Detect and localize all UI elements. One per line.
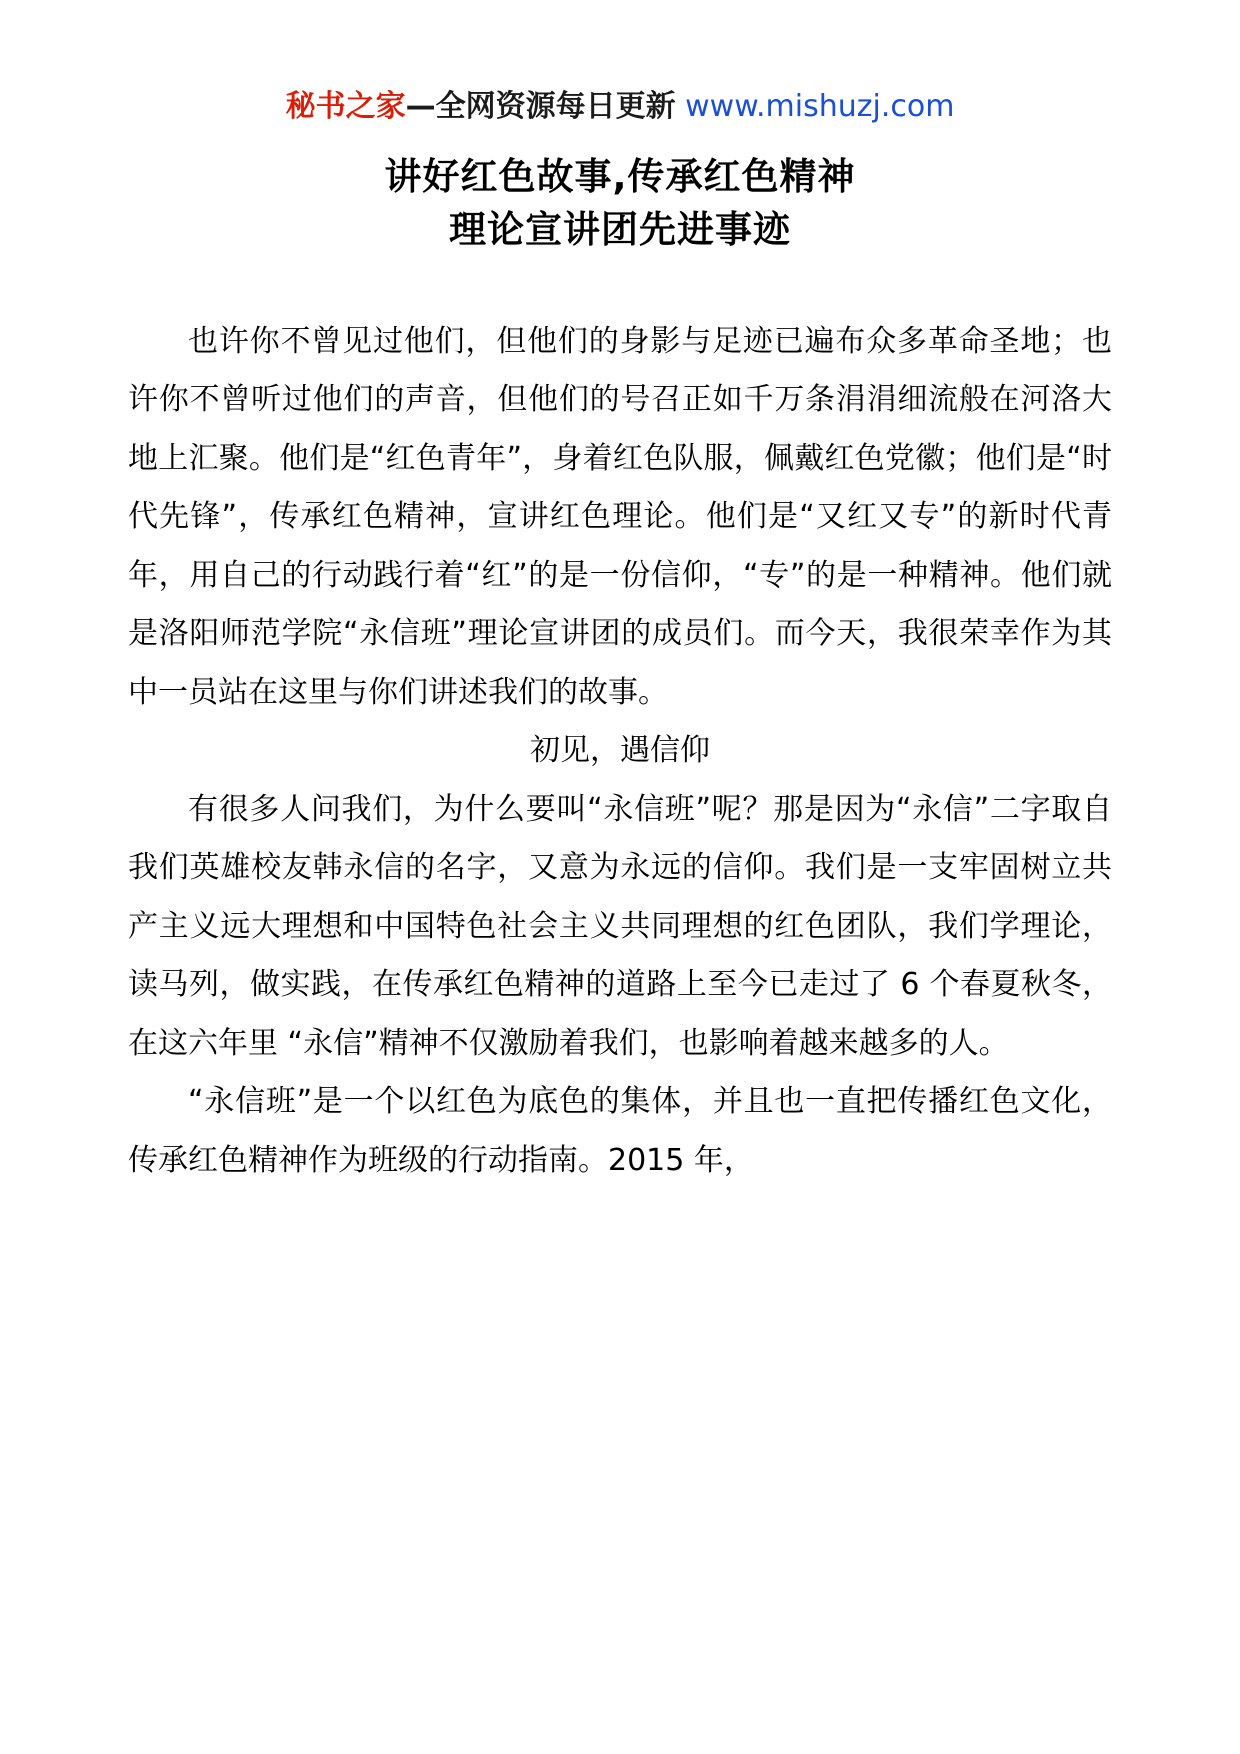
watermark-brand: 秘书之家: [285, 89, 406, 124]
page-title-line-1: 讲好红色故事,传承红色精神: [384, 154, 856, 198]
site-watermark: [128, 88, 1112, 126]
paragraph-2: 有很多人问我们，为什么要叫“永信班”呢？那是因为“永信”二字取自我们英雄校友韩永信的名字，又意为永远的信仰。我们是一支牢固树立共产主义远大理想和中国特色社会主义共同理想的红色团队，我们学理论，读马列，做实践，在传承红色精神的道路上至今已走过了 6 个春夏秋冬，在这六年里 “永信”精神不仅激励着我们，也影响着越来越多的人。: [128, 791, 1112, 1061]
subheading-1: 初见，遇信仰: [530, 733, 710, 769]
paragraph-3: “永信班”是一个以红色为底色的集体，并且也一直把传播红色文化，传承红色精神作为班级的行动指南。2015 年，: [128, 1084, 1112, 1178]
page-title-line-2: 理论宣讲团先进事迹: [449, 208, 791, 252]
page-title: [128, 150, 1112, 257]
watermark-url[interactable]: www.mishuzj.com: [685, 89, 955, 124]
watermark-tagline: —全网资源每日更新: [405, 89, 676, 124]
paragraph-1: 也许你不曾见过他们，但他们的身影与足迹已遍布众多革命圣地；也许你不曾听过他们的声音，但他们的号召正如千万条涓涓细流般在河洛大地上汇聚。他们是“红色青年”，身着红色队服，佩戴红色党徽；他们是“时代先锋”，传承红色精神，宣讲红色理论。他们是“又红又专”的新时代青年，用自己的行动践行着“红”的是一份信仰，“专”的是一种精神。他们就是洛阳师范学院“永信班”理论宣讲团的成员们。而今天，我很荣幸作为其中一员站在这里与你们讲述我们的故事。: [128, 323, 1113, 710]
document-body: [128, 313, 1112, 1191]
